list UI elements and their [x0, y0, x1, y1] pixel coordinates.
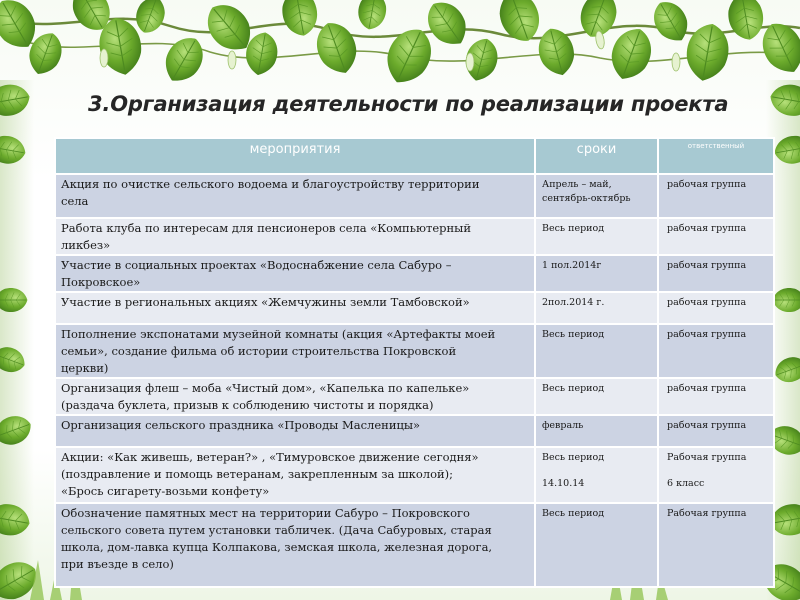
activity-cell	[55, 292, 535, 324]
responsible-cell	[658, 218, 774, 255]
table-header-row	[55, 138, 774, 174]
responsible-cell	[658, 174, 774, 218]
cell-text-line: рабочая группа	[667, 420, 747, 431]
cell-text-line: «Брось сигарету-возьми конфету»	[61, 484, 270, 498]
cell-text-line: Организация сельского праздника «Проводы Масленицы»	[61, 418, 421, 432]
table-row	[55, 218, 774, 255]
responsible-cell	[658, 503, 774, 587]
cell-text-line: при въезде в село)	[61, 557, 174, 571]
table-row	[55, 503, 774, 587]
cell-text-line: ликбез»	[61, 238, 111, 252]
cell-text-line: Рабочая группа	[667, 452, 747, 463]
cell-text-line: 2пол.2014 г.	[542, 297, 605, 308]
table-row	[55, 447, 774, 503]
cell-text-line: Весь период	[542, 508, 605, 519]
cell-text-line: Рабочая группа	[667, 508, 747, 519]
table-row	[55, 174, 774, 218]
cell-text-line: (поздравление и помощь ветеранам, закрепленным за школой);	[61, 467, 454, 481]
cell-text-line: села	[61, 194, 89, 208]
activity-cell	[55, 255, 535, 292]
cell-text-line: Участие в социальных проектах «Водоснабжение села Сабуро –	[61, 258, 452, 272]
cell-text-line: сентябрь-октябрь	[542, 193, 631, 204]
responsible-cell	[658, 415, 774, 447]
cell-text-line: рабочая группа	[667, 179, 747, 190]
cell-text-line: рабочая группа	[667, 297, 747, 308]
cell-spacer	[667, 465, 769, 477]
term-cell	[535, 415, 658, 447]
cell-text-line: Пополнение экспонатами музейной комнаты (акция «Артефакты моей	[61, 327, 496, 341]
cell-text-line: февраль	[542, 420, 584, 431]
cell-text-line: сельского совета путем установки табличек. (Дача Сабуровых, старая	[61, 523, 492, 537]
table-row	[55, 292, 774, 324]
cell-text-line: Весь период	[542, 452, 605, 463]
header-responsible: ответственный	[658, 138, 774, 174]
cell-text-line: 6 класс	[667, 478, 705, 489]
activity-cell	[55, 415, 535, 447]
activity-cell	[55, 218, 535, 255]
activity-cell	[55, 503, 535, 587]
cell-text-line: церкви)	[61, 361, 109, 375]
cell-text-line: (раздача буклета, призыв к соблюдению чистоты и порядка)	[61, 398, 434, 412]
responsible-cell	[658, 255, 774, 292]
cell-text-line: Работа клуба по интересам для пенсионеров села «Компьютерный	[61, 221, 471, 235]
cell-text-line: Акции: «Как живешь, ветеран?» , «Тимуровское движение сегодня»	[61, 450, 479, 464]
term-cell	[535, 503, 658, 587]
table-row	[55, 255, 774, 292]
cell-text-line: рабочая группа	[667, 260, 747, 271]
activity-cell	[55, 324, 535, 378]
cell-text-line: рабочая группа	[667, 223, 747, 234]
term-cell	[535, 255, 658, 292]
cell-text-line: Апрель – май,	[542, 179, 612, 190]
cell-spacer	[542, 465, 653, 477]
cell-text-line: Весь период	[542, 329, 605, 340]
slide-title: 3.Организация деятельности по реализации проекта	[88, 92, 729, 116]
table-row	[55, 378, 774, 415]
activity-cell	[55, 174, 535, 218]
responsible-cell	[658, 447, 774, 503]
term-cell	[535, 324, 658, 378]
term-cell	[535, 447, 658, 503]
cell-text-line: рабочая группа	[667, 329, 747, 340]
responsible-cell	[658, 324, 774, 378]
cell-text-line: семьи», создание фильма об истории строительства Покровской	[61, 344, 457, 358]
term-cell	[535, 174, 658, 218]
project-activities-table	[54, 137, 775, 588]
responsible-cell	[658, 292, 774, 324]
cell-text-line: Организация флеш – моба «Чистый дом», «Капелька по капельке»	[61, 381, 470, 395]
term-cell	[535, 292, 658, 324]
table-body	[55, 174, 774, 587]
cell-text-line: Весь период	[542, 383, 605, 394]
responsible-cell	[658, 378, 774, 415]
cell-text-line: Акция по очистке сельского водоема и благоустройству территории	[61, 177, 480, 191]
header-activities: мероприятия	[55, 138, 535, 174]
cell-text-line: Покровское»	[61, 275, 141, 289]
term-cell	[535, 378, 658, 415]
cell-text-line: Обозначение памятных мест на территории Сабуро – Покровского	[61, 506, 470, 520]
header-terms: сроки	[535, 138, 658, 174]
activity-cell	[55, 447, 535, 503]
table-row	[55, 324, 774, 378]
cell-text-line: школа, дом-лавка купца Колпакова, земская школа, железная дорога,	[61, 540, 493, 554]
cell-text-line: Участие в региональных акциях «Жемчужины земли Тамбовской»	[61, 295, 470, 309]
term-cell	[535, 218, 658, 255]
table-row	[55, 415, 774, 447]
cell-text-line: 1 пол.2014г	[542, 260, 602, 271]
cell-text-line: рабочая группа	[667, 383, 747, 394]
cell-text-line: 14.10.14	[542, 478, 585, 489]
cell-text-line: Весь период	[542, 223, 605, 234]
activity-cell	[55, 378, 535, 415]
